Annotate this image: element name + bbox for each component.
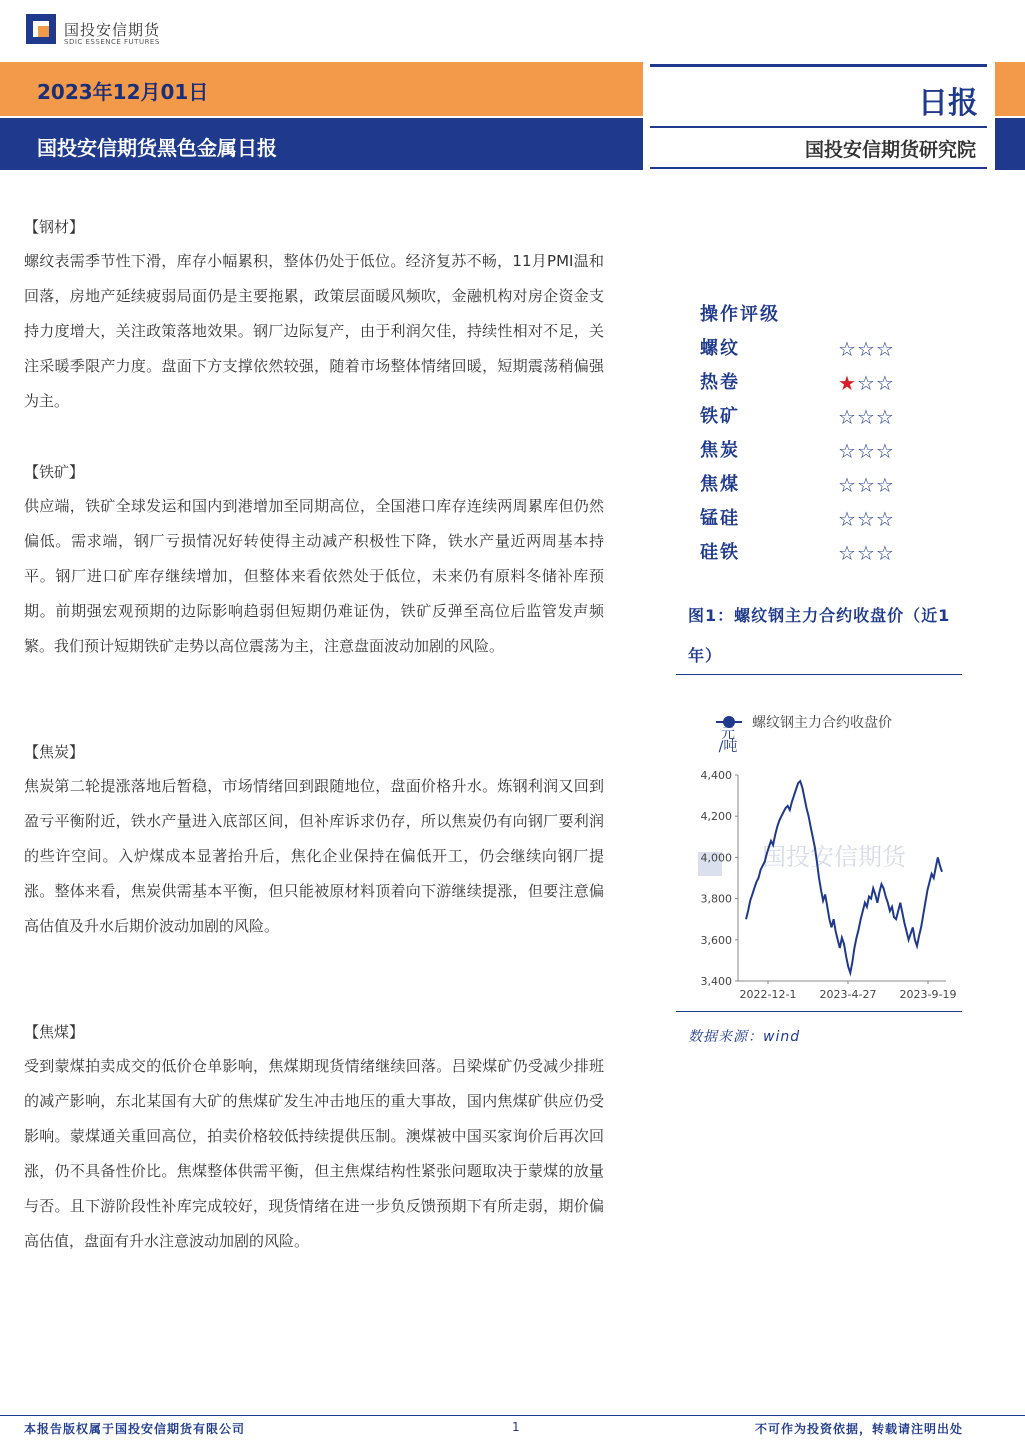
data-source: 数据来源：wind: [688, 1029, 801, 1045]
rating-row: [700, 434, 930, 468]
rating-name: 焦炭: [700, 440, 740, 461]
rating-panel: [700, 298, 930, 570]
x-tick-label: 2022-12-1: [739, 988, 797, 1001]
rating-row: [700, 332, 930, 366]
star-outline-icon: ☆: [875, 405, 895, 429]
price-line-chart: [680, 700, 960, 1010]
rating-stars: [838, 434, 895, 468]
section-title: 【钢材】: [24, 218, 85, 236]
y-tick-label: 4,200: [700, 810, 732, 824]
divider: [676, 1011, 962, 1012]
star-outline-icon: ☆: [875, 473, 895, 497]
page-number: 1: [512, 1420, 520, 1434]
section-body: 受到蒙煤拍卖成交的低价仓单影响，焦煤期现货情绪继续回落。吕梁煤矿仍受减少排班的减产影响，东北某国有大矿的焦煤矿发生冲击地压的重大事故，国内焦煤矿供应仍受影响。蒙煤通关重回高位，拍卖价格较低持续提供压制。澳煤被中国买家询价后再次回涨，仍不具备性价比。焦煤整体供需平衡，但主焦煤结构性紧张问题取决于蒙煤的放量与否。且下游阶段性补库完成较好，现货情绪在进一步负反馈预期下有所走弱，期价偏高估值，盘面有升水注意波动加剧的风险。: [24, 1057, 604, 1250]
rating-row: [700, 366, 930, 400]
star-outline-icon: ☆: [856, 405, 876, 429]
rating-name: 铁矿: [700, 406, 740, 427]
rating-stars: [838, 468, 895, 502]
star-outline-icon: ☆: [856, 473, 876, 497]
rating-stars: [838, 366, 895, 400]
accent-bar: [995, 118, 1025, 170]
divider: [650, 64, 987, 67]
y-tick-label: 3,600: [700, 933, 732, 947]
section-body: 螺纹表需季节性下滑，库存小幅累积，整体仍处于低位。经济复苏不畅，11月PMI温和回落，房地产延续疲弱局面仍是主要拖累，政策层面暖风频吹，金融机构对房企资金支持力度增大，关注政策落地效果。钢厂边际复产，由于利润欠佳，持续性相对不足，关注采暖季限产力度。盘面下方支撑依然较强，随着市场整体情绪回暖，短期震荡稍偏强为主。: [24, 252, 604, 410]
rating-stars: [838, 400, 895, 434]
y-tick-label: 3,400: [700, 975, 732, 988]
logo-name-cn: 国投安信期货: [64, 21, 161, 39]
star-outline-icon: ☆: [838, 473, 857, 497]
rating-stars: [838, 332, 895, 366]
company-logo: [26, 14, 166, 54]
star-outline-icon: ☆: [875, 337, 895, 361]
rating-stars: [838, 502, 895, 536]
y-tick-label: 3,800: [700, 892, 732, 906]
star-outline-icon: ☆: [856, 337, 876, 361]
star-outline-icon: ☆: [838, 507, 857, 531]
star-outline-icon: ☆: [856, 507, 876, 531]
star-outline-icon: ☆: [875, 541, 895, 565]
rating-name: 螺纹: [700, 338, 740, 359]
accent-bar: [995, 62, 1025, 116]
star-filled-icon: ★: [838, 371, 857, 395]
daily-report-label: 日报: [918, 86, 978, 121]
divider: [676, 674, 962, 675]
star-outline-icon: ☆: [838, 541, 857, 565]
rating-row: [700, 502, 930, 536]
rating-title: 操作评级: [700, 304, 780, 325]
rating-stars: [838, 536, 895, 570]
section-body: 供应端，铁矿全球发运和国内到港增加至同期高位，全国港口库存连续两周累库但仍然偏低。需求端，钢厂亏损情况好转使得主动减产积极性下降，铁水产量近两周基本持平。钢厂进口矿库存继续增加，但整体来看依然处于低位，未来仍有原料冬储补库预期。前期强宏观预期的边际影响趋弱但短期仍难证伪，铁矿反弹至高位后监管发声频繁。我们预计短期铁矿走势以高位震荡为主，注意盘面波动加剧的风险。: [24, 497, 604, 655]
section-iron-ore: [24, 455, 604, 664]
footer-divider: [0, 1415, 1025, 1416]
footer-copyright: 本报告版权属于国投安信期货有限公司: [24, 1422, 246, 1436]
section-coke: [24, 735, 604, 944]
star-outline-icon: ☆: [838, 337, 857, 361]
y-tick-label: 4,000: [700, 851, 732, 865]
report-title: 国投安信期货黑色金属日报: [37, 136, 277, 160]
report-date: 2023年12月01日: [37, 80, 209, 104]
logo-name-en: SDIC ESSENCE FUTURES: [64, 38, 160, 46]
section-title: 【焦炭】: [24, 743, 85, 761]
star-outline-icon: ☆: [875, 439, 895, 463]
rating-name: 硅铁: [700, 542, 740, 563]
figure-title: 图1：螺纹钢主力合约收盘价（近1年）: [688, 606, 951, 665]
footer-disclaimer: 不可作为投资依据，转载请注明出处: [755, 1422, 964, 1436]
divider: [650, 126, 987, 128]
rating-name: 焦煤: [700, 474, 740, 495]
x-tick-label: 2023-9-19: [899, 988, 957, 1001]
section-title: 【焦煤】: [24, 1023, 85, 1041]
divider: [650, 167, 987, 169]
section-steel: [24, 210, 604, 419]
star-outline-icon: ☆: [856, 541, 876, 565]
rating-name: 热卷: [700, 372, 740, 393]
section-coking-coal: [24, 1015, 604, 1259]
section-title: 【铁矿】: [24, 463, 85, 481]
star-outline-icon: ☆: [838, 439, 857, 463]
watermark-text: 国投安信期货: [762, 843, 906, 871]
legend-label: 螺纹钢主力合约收盘价: [752, 715, 892, 731]
x-tick-label: 2023-4-27: [819, 988, 877, 1001]
rating-row: [700, 468, 930, 502]
section-body: 焦炭第二轮提涨落地后暂稳，市场情绪回到跟随地位，盘面价格升水。炼钢利润又回到盈亏平衡附近，铁水产量进入底部区间，但补库诉求仍存，所以焦炭仍有向钢厂要利润的些许空间。入炉煤成本显著抬升后，焦化企业保持在偏低开工，仍会继续向钢厂提涨。整体来看，焦炭供需基本平衡，但只能被原材料顶着向下游继续提涨，但要注意偏高估值及升水后期价波动加剧的风险。: [24, 777, 604, 935]
series-line: [746, 781, 942, 973]
rating-row: [700, 536, 930, 570]
star-outline-icon: ☆: [838, 405, 857, 429]
rating-name: 锰硅: [700, 508, 740, 529]
logo-mark-icon: [26, 14, 56, 44]
rating-row: [700, 400, 930, 434]
star-outline-icon: ☆: [875, 507, 895, 531]
y-tick-label: 4,400: [700, 769, 732, 782]
y-unit-label: 元: [721, 726, 735, 742]
institute-name: 国投安信期货研究院: [804, 139, 976, 161]
star-outline-icon: ☆: [856, 439, 876, 463]
y-unit-label: /吨: [718, 739, 738, 755]
star-outline-icon: ☆: [856, 371, 876, 395]
star-outline-icon: ☆: [875, 371, 895, 395]
